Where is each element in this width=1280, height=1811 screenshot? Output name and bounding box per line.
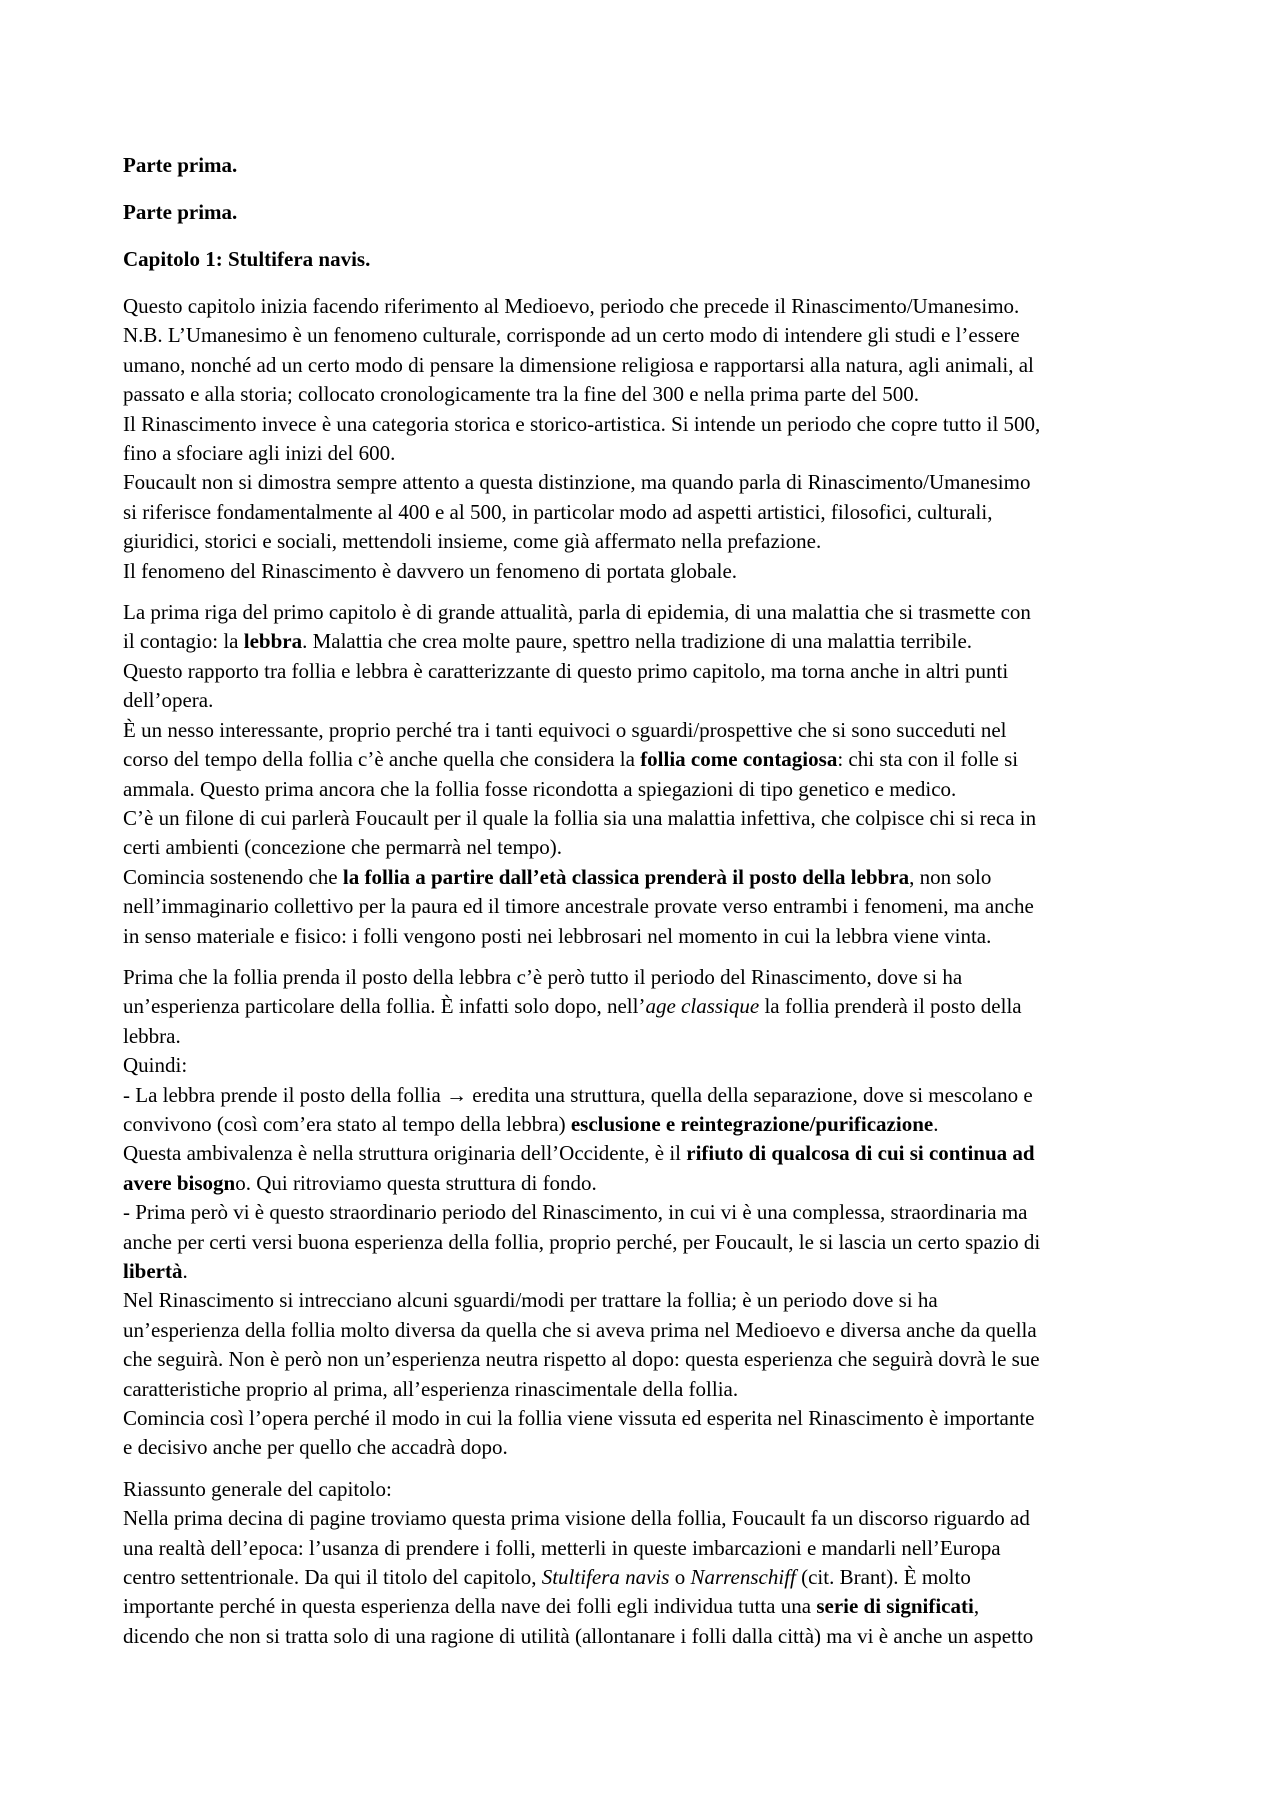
text-line [123, 1563, 1173, 1592]
text-run: ammala. Questo prima ancora che la follia fosse ricondotta a spiegazioni di tipo genetico e medico. [123, 776, 957, 801]
text-run: Comincia così l’opera perché il modo in cui la follia viene vissuta ed esperita nel Rinascimento è importante [123, 1406, 1035, 1431]
text-run: che seguirà. Non è però non un’esperienza neutra rispetto al dopo: questa esperienza che seguirà dovrà le sue [123, 1347, 1040, 1372]
bold-text: esclusione e reintegrazione/purificazione [570, 1111, 934, 1136]
text-run: e decisivo anche per quello che accadrà dopo. [123, 1435, 508, 1460]
text-run: umano, nonché ad un certo modo di pensare la dimensione religiosa e rapportarsi alla natura, agli animali, al [123, 352, 1034, 377]
text-line [123, 1022, 1173, 1051]
part-heading: Parte prima. [123, 153, 238, 177]
paragraph [123, 1475, 1173, 1651]
italic-text: Narrenschiff [690, 1565, 796, 1590]
text-run: Comincia sostenendo che [123, 864, 343, 889]
text-run: un’esperienza della follia molto diversa da quella che si aveva prima nel Medioevo e diversa anche da quella [123, 1317, 1037, 1342]
text-line [123, 1139, 1173, 1168]
text-line [123, 1475, 1173, 1504]
text-line [123, 1081, 1173, 1110]
text-run: N.B. L’Umanesimo è un fenomeno culturale, corrisponde ad un certo modo di intendere gli studi e l’essere [123, 323, 1020, 348]
text-run: Riassunto generale del capitolo: [123, 1476, 392, 1501]
text-line [123, 657, 1173, 686]
text-run: - La lebbra prende il posto della follia → eredita una struttura, quella della separazione, dove si mescolano e [123, 1082, 1033, 1107]
text-run: lebbra. [123, 1023, 181, 1048]
text-run: caratteristiche proprio al prima, all’esperienza rinascimentale della follia. [123, 1376, 739, 1401]
text-run: importante perché in questa esperienza della nave dei folli egli individua tutta una [123, 1594, 817, 1619]
text-run: Il fenomeno del Rinascimento è davvero un fenomeno di portata globale. [123, 558, 738, 583]
text-line [123, 1404, 1173, 1433]
text-run: il contagio: la [123, 629, 244, 654]
text-run: un’esperienza particolare della follia. È infatti solo dopo, nell’ [123, 994, 646, 1019]
text-line [123, 410, 1173, 439]
document-page [123, 151, 1173, 1663]
text-run: . Malattia che crea molte paure, spettro nella tradizione di una malattia terribile. [302, 629, 973, 654]
text-run: Foucault non si dimostra sempre attento a questa distinzione, ma quando parla di Rinascimento/Umanesimo [123, 470, 1031, 495]
text-line [123, 1257, 1173, 1286]
text-run: corso del tempo della follia c’è anche quella che considera la [123, 747, 641, 772]
paragraph [123, 292, 1173, 586]
text-run: : chi sta con il folle si [837, 747, 1019, 772]
text-line [123, 1110, 1173, 1139]
text-run: - Prima però vi è questo straordinario periodo del Rinascimento, in cui vi è una complessa, straordinaria ma [123, 1200, 1028, 1225]
text-run: giuridici, storici e sociali, mettendoli insieme, come già affermato nella prefazione. [123, 529, 822, 554]
text-line [123, 1345, 1173, 1374]
text-line [123, 863, 1173, 892]
paragraph [123, 598, 1173, 951]
text-run: Quindi: [123, 1053, 188, 1078]
text-line [123, 745, 1173, 774]
text-line [123, 992, 1173, 1021]
text-run: Nella prima decina di pagine troviamo questa prima visione della follia, Foucault fa un discorso riguardo ad [123, 1506, 1030, 1531]
text-run: Nel Rinascimento si intrecciano alcuni sguardi/modi per trattare la follia; è un periodo dove si ha [123, 1288, 938, 1313]
text-run: o. Qui ritroviamo questa struttura di fondo. [235, 1170, 597, 1195]
text-line [123, 627, 1173, 656]
text-run: in senso materiale e fisico: i folli vengono posti nei lebbrosari nel momento in cui la lebbra viene vinta. [123, 923, 992, 948]
text-run: . [933, 1111, 939, 1136]
text-line [123, 468, 1173, 497]
text-line [123, 775, 1173, 804]
text-line [123, 598, 1173, 627]
text-run: , [973, 1594, 980, 1619]
text-line [123, 1504, 1173, 1533]
bold-text: avere bisogn [123, 1170, 236, 1195]
text-line [123, 1316, 1173, 1345]
bold-text: la follia a partire dall’età classica prenderà il posto della lebbra [342, 864, 910, 889]
text-run: passato e alla storia; collocato cronologicamente tra la fine del 300 e nella prima parte del 500. [123, 382, 919, 407]
text-run: dicendo che non si tratta solo di una ragione di utilità (allontanare i folli dalla città) ma vi è anche un aspetto [123, 1623, 1034, 1648]
chapter-heading: Capitolo 1: Stultifera navis. [123, 247, 371, 271]
text-run: (cit. Brant). È molto [795, 1565, 971, 1590]
text-run: centro settentrionale. Da qui il titolo del capitolo, [123, 1565, 542, 1590]
text-line [123, 321, 1173, 350]
text-line [123, 1228, 1173, 1257]
text-line [123, 963, 1173, 992]
text-run: dell’opera. [123, 688, 214, 713]
italic-text: age classique [645, 994, 760, 1019]
text-run: la follia prenderà il posto della [759, 994, 1022, 1019]
text-run: Questa ambivalenza è nella struttura originaria dell’Occidente, è il [123, 1141, 687, 1166]
text-line [123, 498, 1173, 527]
part-heading-repeat: Parte prima. [123, 200, 238, 224]
bold-text: libertà [123, 1259, 183, 1283]
text-run: anche per certi versi buona esperienza della follia, proprio perché, per Foucault, le si lascia un certo spazio di [123, 1229, 1041, 1254]
text-line [123, 1169, 1173, 1198]
text-line [123, 892, 1173, 921]
text-line [123, 1286, 1173, 1315]
text-run: una realtà dell’epoca: l’usanza di prendere i folli, metterli in queste imbarcazioni e mandarli nell’Europa [123, 1535, 1001, 1560]
text-line [123, 1534, 1173, 1563]
text-run: La prima riga del primo capitolo è di grande attualità, parla di epidemia, di una malattia che si trasmette con [123, 600, 1031, 625]
text-run: certi ambienti (concezione che permarrà nel tempo). [123, 835, 563, 860]
text-line [123, 1198, 1173, 1227]
text-line [123, 716, 1173, 745]
text-run: convivono (così com’era stato al tempo della lebbra) [123, 1111, 571, 1136]
text-run: , non solo [909, 864, 992, 889]
text-line [123, 292, 1173, 321]
text-run: o [669, 1565, 691, 1590]
text-line [123, 1592, 1173, 1621]
text-run: si riferisce fondamentalmente al 400 e al 500, in particolar modo ad aspetti artistici, filosofici, culturali, [123, 499, 993, 524]
italic-text: Stultifera navis [541, 1565, 670, 1590]
text-line [123, 804, 1173, 833]
bold-text: lebbra [243, 629, 303, 654]
paragraph [123, 963, 1173, 1463]
text-run: Prima che la follia prenda il posto della lebbra c’è però tutto il periodo del Rinascimento, dove si ha [123, 964, 963, 989]
text-run: fino a sfociare agli inizi del 600. [123, 441, 396, 466]
text-line [123, 351, 1173, 380]
text-run: Questo rapporto tra follia e lebbra è caratterizzante di questo primo capitolo, ma torna anche in altri punti [123, 658, 1009, 683]
text-line [123, 1375, 1173, 1404]
text-line [123, 1622, 1173, 1651]
text-line [123, 922, 1173, 951]
bold-text: serie di significati [816, 1594, 974, 1619]
text-line [123, 527, 1173, 556]
bold-text: follia come contagiosa [640, 747, 838, 772]
text-run: Questo capitolo inizia facendo riferimento al Medioevo, periodo che precede il Rinascimento/Umanesimo. [123, 294, 1020, 318]
text-line [123, 686, 1173, 715]
text-run: C’è un filone di cui parlerà Foucault per il quale la follia sia una malattia infettiva, che colpisce chi si reca in [123, 805, 1037, 830]
text-line [123, 380, 1173, 409]
text-run: È un nesso interessante, proprio perché tra i tanti equivoci o sguardi/prospettive che si sono succeduti nel [123, 717, 1007, 742]
text-run: Il Rinascimento invece è una categoria storica e storico-artistica. Si intende un periodo che copre tutto il 500, [123, 411, 1041, 436]
bold-text: rifiuto di qualcosa di cui si continua ad [686, 1141, 1035, 1166]
body-text [123, 292, 1173, 1651]
text-line [123, 833, 1173, 862]
text-line [123, 1051, 1173, 1080]
text-run: nell’immaginario collettivo per la paura ed il timore ancestrale provate verso entrambi i fenomeni, ma anche [123, 894, 1034, 919]
text-run: . [182, 1259, 188, 1283]
text-line [123, 557, 1173, 586]
text-line [123, 439, 1173, 468]
text-line [123, 1433, 1173, 1462]
